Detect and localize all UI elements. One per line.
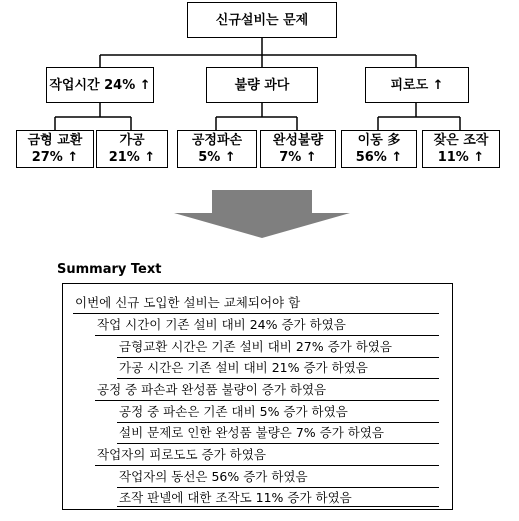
underline — [95, 335, 439, 336]
underline — [117, 487, 439, 488]
child-node-frequent-operation — [422, 130, 500, 168]
summary-line-level1: 공정 중 파손과 완성품 불량이 증가 하였음 — [97, 382, 327, 397]
summary-line-level2: 조작 판넬에 대한 조작도 11% 증가 하였음 — [119, 490, 352, 505]
child-line2: 27% ↑ — [31, 150, 79, 165]
cause-label: 불량 과다 — [234, 77, 290, 93]
underline — [117, 422, 439, 423]
summary-line-level2: 설비 문제로 인한 완성품 불량은 7% 증가 하였음 — [119, 425, 384, 440]
child-line1: 완성불량 — [272, 133, 324, 148]
underline — [95, 400, 439, 401]
root-label: 신규설비는 문제 — [215, 12, 309, 28]
underline — [117, 506, 439, 507]
summary-line-level2: 금형교환 시간은 기존 설비 대비 27% 증가 하였음 — [119, 339, 392, 354]
child-line2: 7% ↑ — [279, 150, 317, 165]
summary-line-level2: 공정 중 파손은 기존 대비 5% 증가 하였음 — [119, 404, 348, 419]
root-node — [187, 2, 337, 38]
child-node-process-damage — [177, 130, 257, 168]
summary-line-level1: 작업 시간이 기존 설비 대비 24% 증가 하였음 — [97, 317, 346, 332]
child-node-movement — [341, 130, 417, 168]
underline — [117, 443, 439, 444]
cause-node-work-time — [46, 67, 154, 103]
underline — [117, 357, 439, 358]
child-line2: 56% ↑ — [355, 150, 403, 165]
child-node-mold-change — [16, 130, 94, 168]
summary-line-level2: 작업자의 동선은 56% 증가 하였음 — [119, 469, 308, 484]
cause-node-fatigue — [365, 67, 469, 103]
child-line2: 5% ↑ — [198, 150, 236, 165]
summary-line-level2: 가공 시간은 기존 설비 대비 21% 증가 하였음 — [119, 360, 368, 375]
child-node-processing — [96, 130, 168, 168]
underline — [117, 378, 439, 379]
cause-node-defects — [206, 67, 318, 103]
child-line1: 금형 교환 — [27, 133, 83, 148]
child-line1: 잦은 조작 — [433, 133, 489, 148]
child-line1: 공정파손 — [191, 133, 243, 148]
cause-label: 작업시간 24% ↑ — [49, 77, 151, 93]
child-line1: 이동 多 — [357, 133, 401, 148]
summary-line-level1: 작업자의 피로도도 증가 하였음 — [97, 447, 266, 462]
summary-box — [62, 283, 453, 510]
cause-label: 피로도 ↑ — [390, 77, 444, 93]
child-line1: 가공 — [119, 133, 145, 148]
underline — [73, 313, 439, 314]
underline — [95, 465, 439, 466]
summary-title: Summary Text — [57, 262, 162, 277]
summary-line-main: 이번에 신규 도입한 설비는 교체되어야 함 — [75, 295, 301, 310]
child-line2: 11% ↑ — [437, 150, 485, 165]
child-line2: 21% ↑ — [108, 150, 156, 165]
child-node-finish-defect — [260, 130, 336, 168]
down-arrow-icon — [174, 190, 350, 238]
